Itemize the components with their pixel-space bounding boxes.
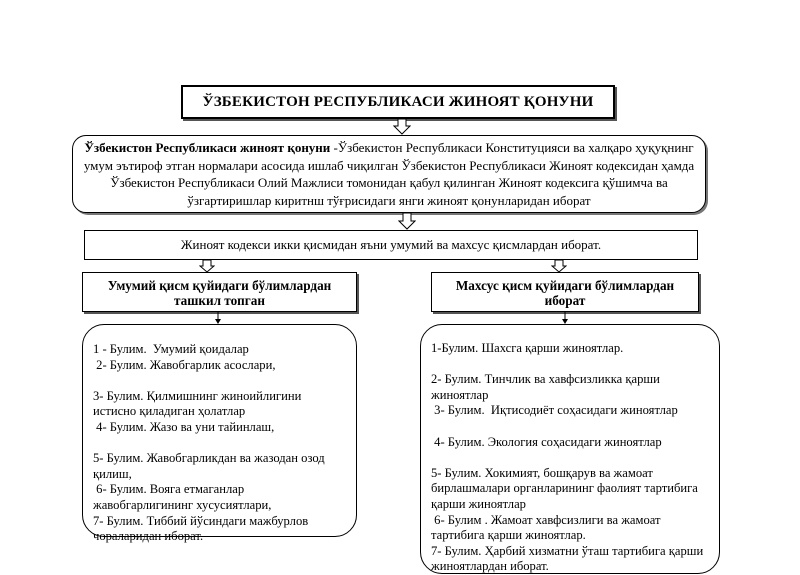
connector-arrow-icon	[214, 312, 222, 324]
list-item	[93, 436, 346, 452]
special-part-list	[420, 324, 720, 574]
diagram-title: ЎЗБЕКИСТОН РЕСПУБЛИКАСИ ЖИНОЯТ ҚОНУНИ	[202, 93, 594, 110]
definition-box	[72, 135, 706, 213]
general-part-heading: Умумий қисм қуйидаги бўлимлардан ташкил топган	[107, 278, 332, 308]
list-item: 3- Булим. Иқтисодиёт соҳасидаги жиноятлар	[431, 403, 678, 418]
definition-term: Ўзбекистон Республикаси жиноят қонуни	[84, 140, 331, 155]
list-item: 1 - Булим. Умумий қоидалар	[93, 342, 249, 356]
general-part-heading-box	[82, 272, 357, 312]
parts-box	[84, 230, 698, 260]
list-item	[431, 450, 709, 466]
list-item: 4- Булим. Экология соҳасидаги жиноятлар	[431, 434, 662, 449]
definition-text: -Ўзбекистон Республикаси Конституцияси ва халқаро ҳуқуқнинг умум эътироф этган нормалари асосида ишлаб чиқилган Ўзбекистон Республикаси Жиноят кодексидан ҳамда Ўзбекистон Республикаси Олий Мажлиси томонидан қабул қилинган Жиноят кодексига қўшимча ва ўзгартиришлар киритнш тўғрисидаги янги жиноят қонунларидан иборат	[83, 140, 695, 208]
list-item	[431, 419, 709, 435]
general-part-list	[82, 324, 357, 544]
list-item: 5- Булим. Хокимият, бошқарув ва жамоат бирлашмалари органларининг фаолият тартибига қарши жиноятлар	[431, 465, 702, 511]
list-item: 5- Булим. Жавобгарликдан ва жазодан озод қилиш,	[93, 451, 328, 481]
list-item: 1-Булим. Шахсга қарши жиноятлар.	[431, 341, 624, 355]
parts-text: Жиноят кодекси икки қисмидан яъни умумий ва махсус қисмлардан иборат.	[180, 237, 602, 252]
special-part-heading-box	[431, 272, 699, 312]
down-arrow-icon	[393, 119, 411, 135]
list-item: 3- Булим. Қилмишнинг жиноийлигини истисно қиладиган ҳолатлар	[93, 388, 305, 419]
special-part-heading: Махсус қисм қуйидаги бўлимлардан иборат	[455, 278, 675, 308]
diagram-title-box	[181, 85, 615, 119]
list-item	[93, 373, 346, 389]
list-item: 7- Булим. Тиббий йўсиндаги мажбурлов чораларидан иборат.	[93, 513, 312, 544]
list-item: 6- Булим. Вояга етмаганлар жавобгарлигининг хусусиятлари,	[93, 482, 272, 512]
list-item	[431, 357, 709, 373]
connector-arrow-icon	[561, 312, 569, 324]
down-arrow-icon	[398, 213, 416, 230]
list-item: 2- Булим. Жавобгарлик асослари,	[93, 357, 276, 372]
list-item: 7- Булим. Ҳарбий хизматни ўташ тартибига қарши жиноятлардан иборат.	[431, 543, 707, 574]
list-item: 2- Булим. Тинчлик ва хавфсизликка қарши жиноятлар	[431, 372, 663, 402]
list-item: 4- Булим. Жазо ва уни тайинлаш,	[93, 419, 275, 434]
list-item: 6- Булим . Жамоат хавфсизлиги ва жамоат тартибига қарши жиноятлар.	[431, 512, 664, 543]
